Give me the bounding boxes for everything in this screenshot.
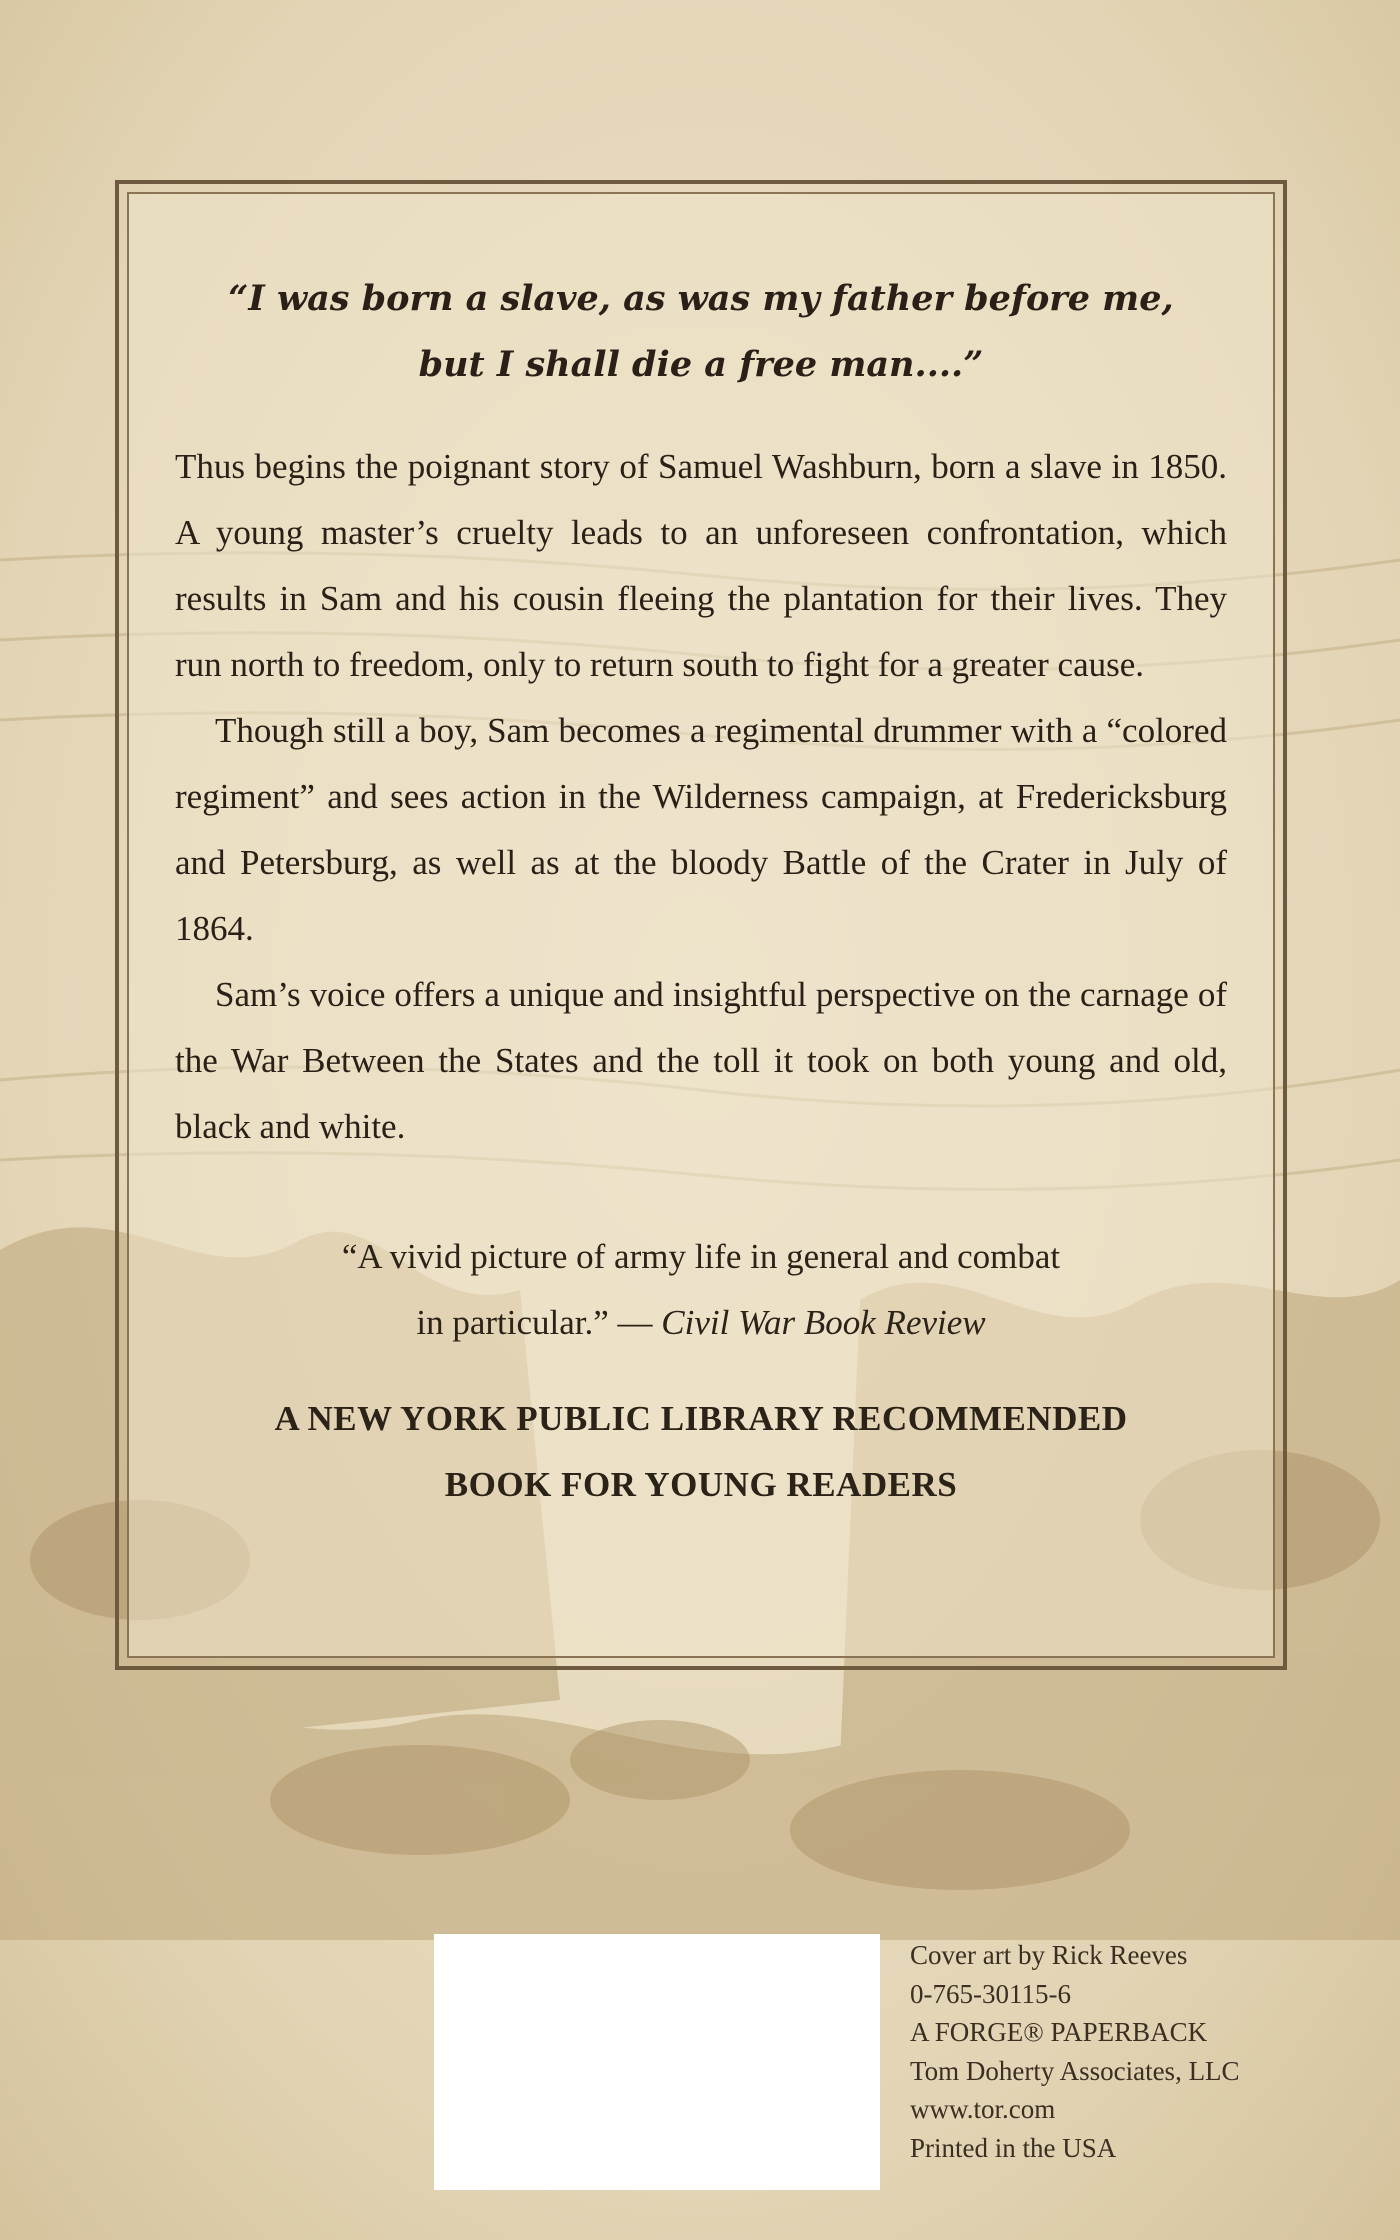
- synopsis-paragraph-3: Sam’s voice offers a unique and insightful perspective on the carnage of the War Between the States and the toll it took on both young and old, black and white.: [175, 975, 1227, 1146]
- isbn: 0-765-30115-6: [910, 1978, 1071, 2009]
- recommendation-line-2: BOOK FOR YOUNG READERS: [444, 1465, 958, 1504]
- colophon: [910, 1936, 1240, 2167]
- text-frame-inner: [127, 192, 1275, 1658]
- cover-art-credit: Cover art by Rick Reeves: [910, 1940, 1188, 1970]
- printed-in: Printed in the USA: [910, 2132, 1117, 2163]
- text-frame: [115, 180, 1287, 1670]
- review-source: Civil War Book Review: [661, 1303, 986, 1342]
- review-quote-line-1: “A vivid picture of army life in general and combat: [341, 1237, 1061, 1276]
- publisher: Tom Doherty Associates, LLC: [910, 2055, 1240, 2086]
- barcode-area: [434, 1934, 880, 2190]
- synopsis-paragraph-1: Thus begins the poignant story of Samuel Washburn, born a slave in 1850. A young master’s cruelty leads to an unforeseen confrontation, which results in Sam and his cousin fleeing the plantation for their lives. They run north to freedom, only to return south to fight for a greater cause.: [175, 447, 1227, 684]
- imprint: A FORGE® PAPERBACK: [910, 2017, 1208, 2047]
- library-recommendation: [175, 1386, 1227, 1518]
- opening-quote-line-2: but I shall die a free man....”: [418, 344, 984, 385]
- review-quote-line-2: in particular.” —: [416, 1303, 662, 1342]
- review-quote: [175, 1224, 1227, 1356]
- publisher-website: www.tor.com: [910, 2094, 1056, 2124]
- opening-quote-line-1: “I was born a slave, as was my father before me,: [228, 278, 1174, 319]
- synopsis-paragraph-2: Though still a boy, Sam becomes a regimental drummer with a “colored regiment” and sees action in the Wilderness campaign, at Fredericksburg and Petersburg, as well as at the bloody Battle of the Crater in July of 1864.: [175, 711, 1227, 948]
- opening-quote: [175, 266, 1227, 398]
- recommendation-line-1: A NEW YORK PUBLIC LIBRARY RECOMMENDED: [274, 1399, 1128, 1438]
